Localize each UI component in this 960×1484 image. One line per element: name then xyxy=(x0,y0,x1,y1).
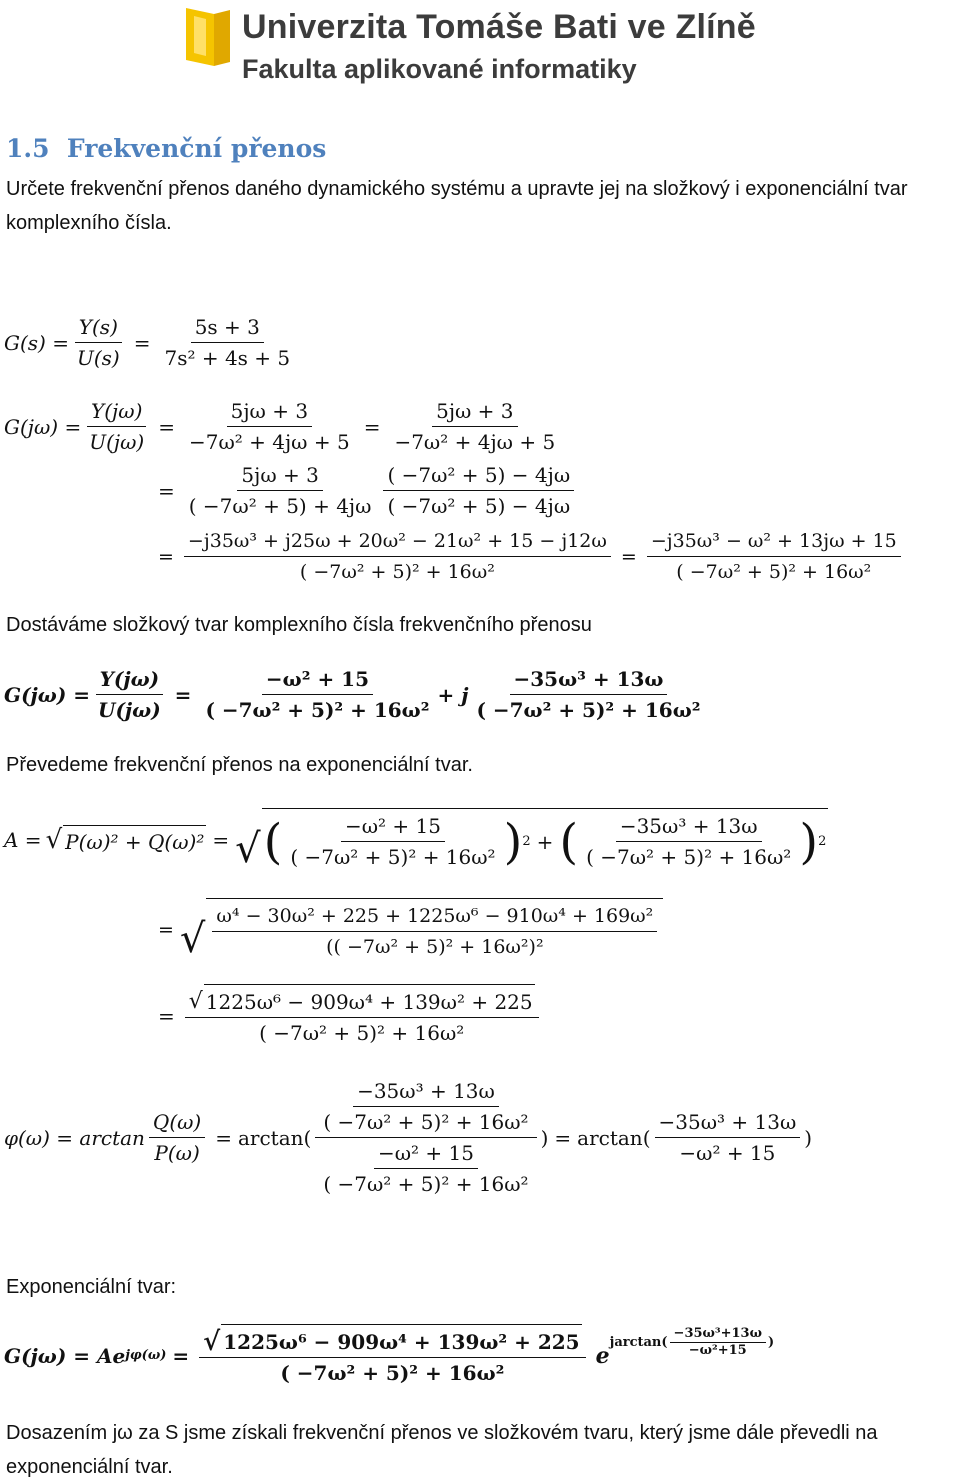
amp-q-num: −35ω³ + 13ω xyxy=(616,811,762,842)
eq2-f2-den: −7ω² + 4jω + 5 xyxy=(188,430,350,454)
exp-form-paragraph: Exponenciální tvar: xyxy=(6,1276,177,1298)
university-name: Univerzita Tomáše Bati ve Zlíně xyxy=(242,8,756,46)
amp-step2-den: (( −7ω² + 5)² + 16ω²)² xyxy=(326,936,544,958)
phase-num-den: ( −7ω² + 5)² + 16ω² xyxy=(323,1110,529,1134)
eq2-fraction-2 xyxy=(185,396,354,457)
amp-sqrt-1: √ P(ω)² + Q(ω)² xyxy=(45,825,205,855)
amp-sqrt1-body: P(ω)² + Q(ω)² xyxy=(63,825,206,855)
eq4-fraction-2 xyxy=(647,526,901,587)
exp-exponent-arg: jarctan xyxy=(609,1334,662,1350)
university-logo-icon xyxy=(184,6,232,68)
eq1-f1-den: U(s) xyxy=(76,346,120,370)
phase-den-num: −ω² + 15 xyxy=(374,1138,478,1169)
comp-f2-den: ( −7ω² + 5)² + 16ω² xyxy=(205,698,430,722)
eq2-f1-den: U(jω) xyxy=(89,430,145,454)
comp-fraction-2 xyxy=(201,664,433,725)
eq3-f1-num: 5jω + 3 xyxy=(237,460,322,491)
intro-paragraph: Určete frekvenční přenos daného dynamického systému a upravte jej na složkový i exponenciální tvar komplexního čísla. xyxy=(6,178,908,234)
amp-lhs: A = xyxy=(4,828,42,852)
section-title-text: Frekvenční přenos xyxy=(66,134,327,163)
exp-exponent-num: −35ω³+13ω xyxy=(670,1326,766,1343)
eq4-fraction-1 xyxy=(184,526,611,587)
eq2-fraction-3 xyxy=(390,396,559,457)
phase-arctan-1: arctan xyxy=(238,1125,304,1150)
eq2-fraction-1 xyxy=(85,396,148,457)
eq3-f1-den: ( −7ω² + 5) + 4jω xyxy=(188,494,372,518)
amp-p-fraction xyxy=(286,811,499,872)
eq2-f3-num: 5jω + 3 xyxy=(432,396,517,427)
comp-lhs: G(jω) = xyxy=(4,682,91,707)
comp-f2-num: −ω² + 15 xyxy=(262,664,373,695)
equation-component-form: G(jω) = $\frac{Y(j\omega)}{U(j\omega)}$ = $\frac{\text{−ω² + 15}}{\text{( −7ω² + 5)² + 16ω²}}$ + j $\frac{\text{−35ω³ + 13ω}}{\text{( −7ω² + 5)² + 16ω²}}$ xyxy=(4,664,709,725)
comp-f3-den: ( −7ω² + 5)² + 16ω² xyxy=(476,698,701,722)
faculty-name: Fakulta aplikované informatiky xyxy=(242,54,637,84)
phase-simp-num: −35ω³ + 13ω xyxy=(655,1107,801,1138)
phase-lhs: φ(ω) = arctan xyxy=(4,1125,145,1150)
eq1-f2-den: 7s² + 4s + 5 xyxy=(164,346,291,370)
eq2-lhs: G(jω) = xyxy=(4,414,82,439)
comp-fraction-3 xyxy=(472,664,704,725)
phase-q: Q(ω) xyxy=(149,1107,205,1138)
equation-amplitude: A = √ P(ω)² + Q(ω)² = √ ( $\frac{\text{−ω² + 15}}{\text{( −7ω² + 5)² + 16ω²}}$ ) 2 + ( $\frac{\text{−35ω³ + 13ω}}{\text{( −7ω² + 5)² + 16ω²}}$ ) 2 xyxy=(4,808,828,872)
phase-qp-fraction xyxy=(149,1107,205,1168)
exp-exponent: jarctan ( $\frac{\text{−35ω³+13ω}}{\text{−ω²+15}}$ ) xyxy=(609,1325,775,1358)
amp-q-den: ( −7ω² + 5)² + 16ω² xyxy=(586,845,792,869)
eq4-f2-den: ( −7ω² + 5)² + 16ω² xyxy=(676,561,872,583)
page-header xyxy=(0,0,960,100)
exp-exponent-den: −ω²+15 xyxy=(688,1342,747,1358)
amp-step3-num: 1225ω⁶ − 909ω⁴ + 139ω² + 225 xyxy=(204,984,535,1017)
eq2-f1-num: Y(jω) xyxy=(87,396,146,427)
equation-transfer-jw: G(jω) = $\frac{Y(j\omega)}{U(j\omega)}$ = $\frac{5j\omega + 3}{\text{−7ω² + 4jω + 5}}$ = $\frac{5j\omega + 3}{\text{−7ω² + 4jω + 5}}$ xyxy=(4,396,563,457)
eq1-lhs: G(s) = xyxy=(4,330,69,355)
comp-f1-den: U(jω) xyxy=(98,698,161,722)
equation-expanded-step: = $\frac{\text{−j35ω³ + j25ω + 20ω² − 21ω² + 15 − j12ω}}{\text{( −7ω² + 5)² + 16ω²}}$ = $\frac{\text{−j35ω³ − ω² + 13jω + 15}}{\text{( −7ω² + 5)² + 16ω²}}$ xyxy=(152,526,905,587)
amp-step2-fraction xyxy=(212,901,657,962)
amp-q-fraction xyxy=(582,811,795,872)
exp-lhs: G(jω) = Ae xyxy=(4,1344,126,1368)
equation-phase: φ(ω) = arctan $\frac{Q(\omega)}{P(\omega)}$ = arctan ( $\frac{\frac{\text{−35ω³ + 13ω}}{\text{( −7ω² + 5)² + 16ω²}}}{\frac{\text{−ω² + 15}}{\text{( −7ω² + 5)² + 16ω²}}}$ ) = arctan ( $\frac{\text{−35ω³ + 13ω}}{\text{−ω² + 15}}$ ) xyxy=(4,1076,812,1199)
eq3-f2-num: ( −7ω² + 5) − 4jω xyxy=(383,460,574,491)
amp-step3-den: ( −7ω² + 5)² + 16ω² xyxy=(259,1021,465,1045)
exp-fraction: √ 1225ω⁶ − 909ω⁴ + 139ω² + 225 ( −7ω² + 5)² + 16ω² xyxy=(199,1324,585,1388)
phase-arctan-2: arctan xyxy=(577,1125,643,1150)
exp-e: e xyxy=(595,1343,610,1369)
equation-amplitude-step2: = √ $\frac{\text{ω⁴ − 30ω² + 225 + 1225ω⁶ − 910ω⁴ + 169ω²}}{\text{(( −7ω² + 5)² + 16ω²)²}}$ xyxy=(152,898,663,962)
section-title xyxy=(6,134,326,163)
phase-den-den: ( −7ω² + 5)² + 16ω² xyxy=(323,1172,529,1196)
convert-paragraph: Převedeme frekvenční přenos na exponenciální tvar. xyxy=(6,754,473,776)
eq2-f3-den: −7ω² + 4jω + 5 xyxy=(394,430,556,454)
eq4-f1-num: −j35ω³ + j25ω + 20ω² − 21ω² + 15 − j12ω xyxy=(184,526,611,557)
eq4-f1-den: ( −7ω² + 5)² + 16ω² xyxy=(299,561,495,583)
eq1-fraction-2 xyxy=(160,312,294,373)
eq3-f2-den: ( −7ω² + 5) − 4jω xyxy=(387,494,571,518)
eq1-fraction-1 xyxy=(73,312,124,373)
eq1-f2-num: 5s + 3 xyxy=(191,312,264,343)
eq3-fraction-2 xyxy=(383,460,574,521)
amp-p-den: ( −7ω² + 5)² + 16ω² xyxy=(290,845,496,869)
comp-f3-num: −35ω³ + 13ω xyxy=(510,664,668,695)
amp-step2-sqrt: √ $\frac{\text{ω⁴ − 30ω² + 225 + 1225ω⁶ − 910ω⁴ + 169ω²}}{\text{(( −7ω² + 5)² + 16ω²)²}}$ xyxy=(180,898,663,962)
eq3-fraction-1 xyxy=(185,460,376,521)
amp-step2-num: ω⁴ − 30ω² + 225 + 1225ω⁶ − 910ω⁴ + 169ω² xyxy=(212,901,657,932)
comp-fraction-1 xyxy=(94,664,165,725)
equation-conjugate-step: = $\frac{5j\omega + 3}{\text{( −7ω² + 5) + 4jω}}$ $\frac{\text{( −7ω² + 5) − 4jω}}{\text{( −7ω² + 5) − 4jω}}$ xyxy=(152,460,578,521)
component-form-paragraph: Dostáváme složkový tvar komplexního čísla frekvenčního přenosu xyxy=(6,614,592,636)
exp-num: 1225ω⁶ − 909ω⁴ + 139ω² + 225 xyxy=(221,1324,581,1357)
exp-den: ( −7ω² + 5)² + 16ω² xyxy=(280,1361,505,1385)
amp-p-num: −ω² + 15 xyxy=(341,811,445,842)
equation-transfer-s: G(s) = $\frac{Y(s)}{U(s)}$ = $\frac{5s + 3}{\text{7s² + 4s + 5}}$ xyxy=(4,312,298,373)
section-number: 1.5 xyxy=(6,134,50,163)
phase-num-num: −35ω³ + 13ω xyxy=(353,1076,499,1107)
phase-simp-den: −ω² + 15 xyxy=(679,1141,776,1165)
eq1-f1-num: Y(s) xyxy=(75,312,122,343)
conclusion-paragraph: Dosazením jω za S jsme získali frekvenční přenos ve složkovém tvaru, který jsme dále převedli na exponenciální tvar. xyxy=(6,1422,878,1478)
amp-sqrt-2: √ ( $\frac{\text{−ω² + 15}}{\text{( −7ω² + 5)² + 16ω²}}$ ) 2 + ( $\frac{\text{−35ω³ + 13ω}}{\text{( −7ω² + 5)² + 16ω²}}$ ) 2 xyxy=(235,808,828,872)
comp-j: + j xyxy=(437,682,469,707)
eq2-f2-num: 5jω + 3 xyxy=(227,396,312,427)
phase-simplified-fraction xyxy=(655,1107,801,1168)
amp-step3-fraction: √ 1225ω⁶ − 909ω⁴ + 139ω² + 225 ( −7ω² + 5)² + 16ω² xyxy=(185,984,539,1048)
phase-p: P(ω) xyxy=(154,1141,200,1165)
eq4-f2-num: −j35ω³ − ω² + 13jω + 15 xyxy=(647,526,901,557)
phase-compound-fraction xyxy=(315,1076,536,1199)
equation-amplitude-step3: = √ 1225ω⁶ − 909ω⁴ + 139ω² + 225 ( −7ω² + 5)² + 16ω² xyxy=(152,984,543,1048)
comp-f1-num: Y(jω) xyxy=(96,664,163,695)
equation-exponential-form: G(jω) = Ae jφ(ω) = √ 1225ω⁶ − 909ω⁴ + 139ω² + 225 ( −7ω² + 5)² + 16ω² e jarctan ( $\frac{\text{−35ω³+13ω}}{\text{−ω²+15}}$ ) xyxy=(4,1324,774,1388)
